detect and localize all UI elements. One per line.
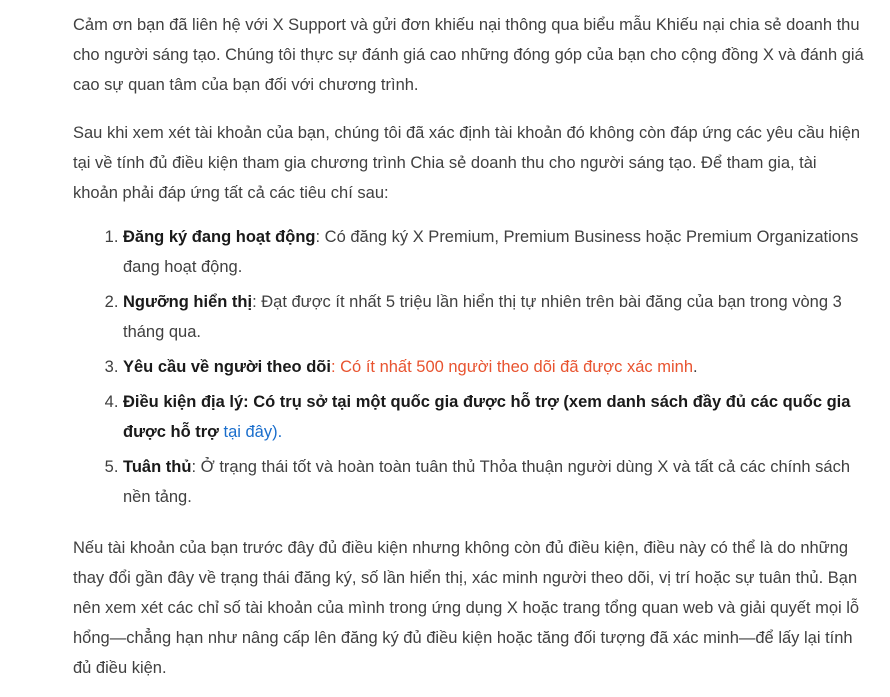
criteria-title: Đăng ký đang hoạt động [123, 228, 316, 246]
intro-paragraph: Cảm ơn bạn đã liên hệ với X Support và gửi đơn khiếu nại thông qua biểu mẫu Khiếu nại chia sẻ doanh thu cho người sáng tạo. Chúng tôi thực sự đánh giá cao những đóng góp của bạn cho cộng đồng X và đánh giá cao sự quan tâm của bạn đối với chương trình. [73, 16, 864, 94]
criteria-title: Tuân thủ [123, 458, 192, 476]
closing-paragraph: Nếu tài khoản của bạn trước đây đủ điều kiện nhưng không còn đủ điều kiện, điều này có thể là do những thay đổi gần đây về trạng thái đăng ký, số lần hiển thị, xác minh người theo dõi, vị trí hoặc sự tuân thủ. Bạn nên xem xét các chỉ số tài khoản của mình trong ứng dụng X hoặc trang tổng quan web và giải quyết mọi lỗ hổng—chẳng hạn như nâng cấp lên đăng ký đủ điều kiện hoặc tăng đối tượng đã xác minh—để lấy lại tính đủ điều kiện. [73, 539, 860, 677]
criteria-end: . [693, 358, 698, 376]
criteria-title: Yêu cầu về người theo dõi [123, 358, 331, 376]
criteria-list [73, 222, 865, 512]
criteria-highlight: Có ít nhất 500 người theo dõi đã được xác minh [340, 358, 693, 376]
criteria-item-followers [123, 352, 865, 382]
criteria-title: Ngưỡng hiển thị [123, 293, 253, 311]
supported-countries-link[interactable]: tại đây). [218, 423, 283, 441]
criteria-item-geography [123, 387, 865, 447]
criteria-sep: : [330, 358, 341, 376]
criteria-text: : Ở trạng thái tốt và hoàn toàn tuân thủ Thỏa thuận người dùng X và tất cả các chính sách nền tảng. [123, 458, 850, 506]
review-paragraph: Sau khi xem xét tài khoản của bạn, chúng tôi đã xác định tài khoản đó không còn đáp ứng các yêu cầu hiện tại về tính đủ điều kiện tham gia chương trình Chia sẻ doanh thu cho người sáng tạo. Để tham gia, tài khoản phải đáp ứng tất cả các tiêu chí sau: [73, 124, 861, 202]
criteria-item-impressions [123, 287, 865, 347]
criteria-text: : Đạt được ít nhất 5 triệu lần hiển thị tự nhiên trên bài đăng của bạn trong vòng 3 tháng qua. [123, 293, 842, 341]
message-body [73, 10, 865, 683]
criteria-text: : Có đăng ký X Premium, Premium Business hoặc Premium Organizations đang hoạt động. [123, 228, 859, 276]
criteria-title: Điều kiện địa lý: Có trụ sở tại một quốc gia được hỗ trợ (xem danh sách đầy đủ các quốc gia được hỗ trợ [123, 393, 851, 441]
criteria-item-compliance [123, 452, 865, 512]
criteria-item-subscription [123, 222, 865, 282]
